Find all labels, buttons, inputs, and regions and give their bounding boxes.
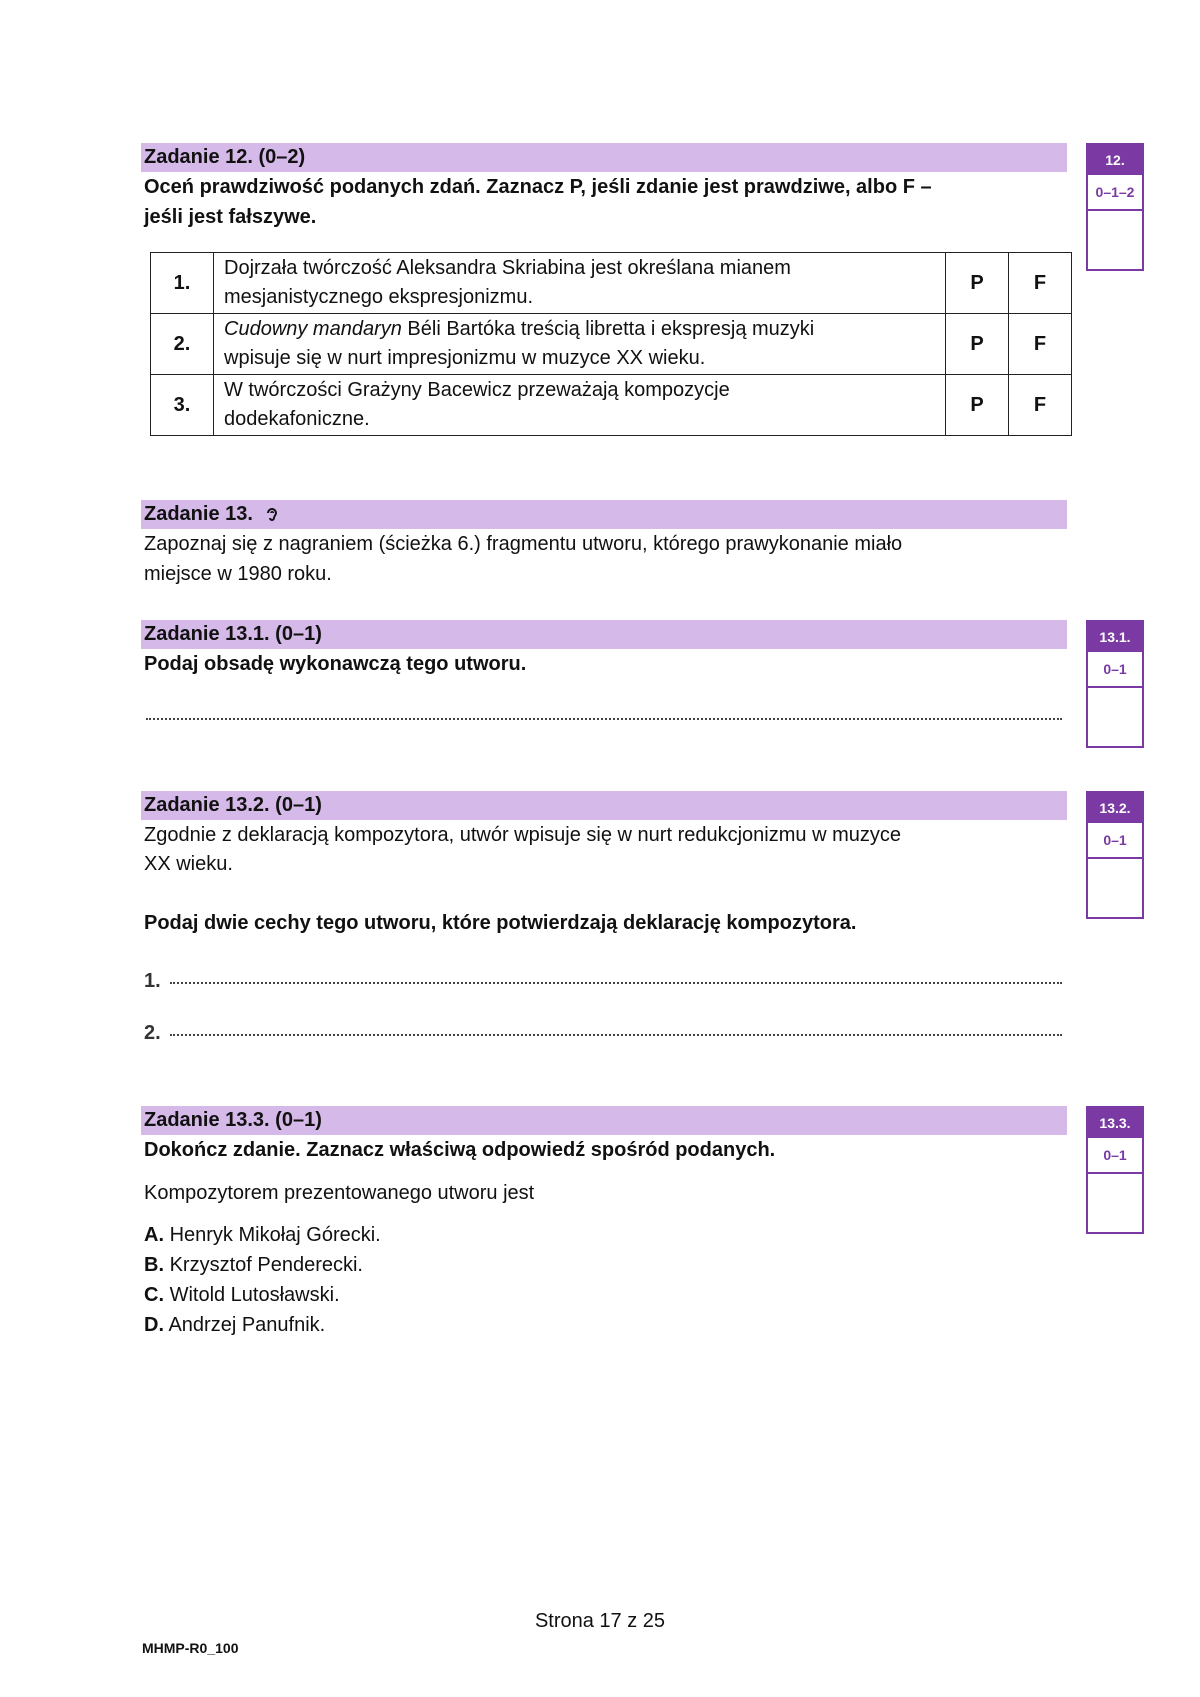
- score-id: 13.1.: [1088, 622, 1142, 652]
- score-id: 13.3.: [1088, 1108, 1142, 1138]
- task13-2-text-line1: Zgodnie z deklaracją kompozytora, utwór wpisuje się w nurt redukcjonizmu w muzyce: [144, 824, 901, 846]
- score-box-13-3: [1086, 1106, 1144, 1234]
- task13-2-text-line2: XX wieku.: [144, 853, 233, 875]
- true-false-table: [150, 252, 1072, 436]
- option-a[interactable]: [144, 1220, 1064, 1250]
- task13-2-question: Podaj dwie cechy tego utworu, które potwierdzają deklarację kompozytora.: [144, 912, 857, 934]
- score-entry-field[interactable]: [1088, 859, 1142, 917]
- task12-header: Zadanie 12. (0–2): [141, 143, 1067, 172]
- task13-header: [141, 500, 1067, 529]
- row-number: 3.: [151, 375, 214, 436]
- task13-2-header: Zadanie 13.2. (0–1): [141, 791, 1067, 820]
- task13-3-header: Zadanie 13.3. (0–1): [141, 1106, 1067, 1135]
- table-row: [151, 314, 1072, 375]
- score-id: 13.2.: [1088, 793, 1142, 823]
- row-number: 2.: [151, 314, 214, 375]
- answer-line-2[interactable]: [144, 1022, 1064, 1044]
- statement-line: Dojrzała twórczość Aleksandra Skriabina jest określana mianem: [224, 257, 791, 279]
- table-row: [151, 253, 1072, 314]
- statement-line: wpisuje się w nurt impresjonizmu w muzyce XX wieku.: [224, 347, 706, 369]
- task13-intro-line2: miejsce w 1980 roku.: [144, 563, 332, 585]
- option-letter: C.: [144, 1284, 164, 1306]
- task12-instruction-line2: jeśli jest fałszywe.: [144, 206, 317, 228]
- statement-line: W twórczości Grażyny Bacewicz przeważają kompozycje: [224, 379, 730, 401]
- table-row: [151, 375, 1072, 436]
- option-letter: B.: [144, 1254, 164, 1276]
- score-box-13-2: [1086, 791, 1144, 919]
- false-option[interactable]: F: [1009, 375, 1072, 436]
- option-text: Witold Lutosławski.: [169, 1284, 340, 1306]
- answer-label: 1.: [144, 970, 161, 992]
- task13-3-question: Dokończ zdanie. Zaznacz właściwą odpowiedź spośród podanych.: [144, 1139, 776, 1161]
- option-letter: D.: [144, 1314, 164, 1336]
- option-letter: A.: [144, 1224, 164, 1246]
- answer-line[interactable]: [144, 706, 1064, 728]
- task12-instruction-line1: Oceń prawdziwość podanych zdań. Zaznacz P, jeśli zdanie jest prawdziwe, albo F –: [144, 176, 932, 198]
- score-entry-field[interactable]: [1088, 688, 1142, 746]
- true-option[interactable]: P: [946, 314, 1009, 375]
- task13-1-question: Podaj obsadę wykonawczą tego utworu.: [144, 653, 527, 675]
- score-points: 0–1: [1088, 1138, 1142, 1174]
- statement-line: mesjanistycznego ekspresjonizmu.: [224, 286, 534, 308]
- task13-title: Zadanie 13.: [144, 503, 253, 525]
- task13-1-header: Zadanie 13.1. (0–1): [141, 620, 1067, 649]
- option-text: Andrzej Panufnik.: [168, 1314, 326, 1336]
- statement-line: dodekafoniczne.: [224, 408, 370, 430]
- score-box-12: [1086, 143, 1144, 271]
- score-points: 0–1: [1088, 823, 1142, 859]
- false-option[interactable]: F: [1009, 253, 1072, 314]
- row-number: 1.: [151, 253, 214, 314]
- answer-line-1[interactable]: [144, 970, 1064, 992]
- statement: [214, 375, 946, 436]
- option-d[interactable]: [144, 1310, 1064, 1340]
- true-option[interactable]: P: [946, 375, 1009, 436]
- score-entry-field[interactable]: [1088, 1174, 1142, 1232]
- score-entry-field[interactable]: [1088, 211, 1142, 269]
- option-b[interactable]: [144, 1250, 1064, 1280]
- statement: [214, 253, 946, 314]
- score-points: 0–1–2: [1088, 175, 1142, 211]
- statement-text: Béli Bartóka treścią libretta i ekspresją muzyki: [401, 318, 815, 340]
- option-c[interactable]: [144, 1280, 1064, 1310]
- option-text: Krzysztof Penderecki.: [169, 1254, 363, 1276]
- audio-icon: [265, 506, 279, 522]
- score-id: 12.: [1088, 145, 1142, 175]
- task13-intro-line1: Zapoznaj się z nagraniem (ścieżka 6.) fragmentu utworu, którego prawykonanie miało: [144, 533, 903, 555]
- answer-label: 2.: [144, 1022, 161, 1044]
- score-points: 0–1: [1088, 652, 1142, 688]
- statement-line: [224, 315, 945, 344]
- false-option[interactable]: F: [1009, 314, 1072, 375]
- statement: [214, 314, 946, 375]
- true-option[interactable]: P: [946, 253, 1009, 314]
- score-box-13-1: [1086, 620, 1144, 748]
- answer-options: [144, 1220, 1064, 1340]
- exam-code: MHMP-R0_100: [142, 1640, 239, 1656]
- page-number: Strona 17 z 25: [534, 1610, 666, 1632]
- option-text: Henryk Mikołaj Górecki.: [169, 1224, 381, 1246]
- task13-3-stem: Kompozytorem prezentowanego utworu jest: [144, 1182, 535, 1204]
- work-title: Cudowny mandaryn: [224, 318, 402, 340]
